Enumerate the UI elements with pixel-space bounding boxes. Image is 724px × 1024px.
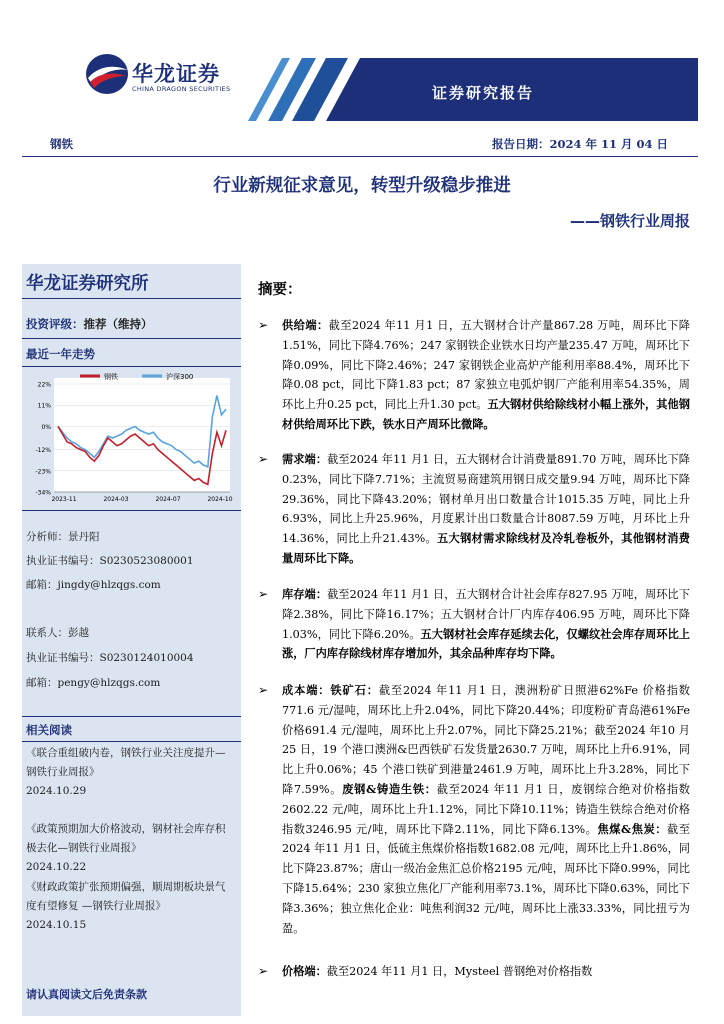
y-tick-label: 22% <box>37 381 51 389</box>
related-item-date: 2024.10.29 <box>26 785 87 797</box>
item-conclusion: 五大钢材供给除线材小幅上涨外，其他钢材供给周环比下跌，铁水日产周环比微降。 <box>282 397 690 431</box>
y-tick-label: -34% <box>35 489 51 497</box>
item-label: 供给端： <box>282 318 329 332</box>
sidebar-divider <box>22 298 241 299</box>
x-tick-label: 2024-10 <box>207 496 233 503</box>
sidebar-divider <box>22 716 241 717</box>
item-label: 废钢&铸造生铁： <box>342 781 437 796</box>
chart-plot-area <box>54 378 230 492</box>
related-item-title: 《联合重组破内卷，钢铁行业关注度提升—钢铁行业周报》 <box>26 747 226 778</box>
bullet-arrow-icon: ➢ <box>258 452 269 466</box>
bullet-arrow-icon: ➢ <box>258 683 269 697</box>
header-divider <box>22 156 698 157</box>
abstract-item-cost <box>282 681 690 938</box>
legend-label-hs300: 沪深300 <box>166 373 194 381</box>
report-date: 报告日期：2024 年 11 月 04 日 <box>491 137 668 151</box>
legend-label-steel: 钢铁 <box>104 373 118 381</box>
report-subtitle: ——钢铁行业周报 <box>569 212 690 230</box>
y-tick-label: -12% <box>35 447 51 455</box>
rating <box>26 316 153 332</box>
rating-value: 推荐（维持） <box>83 317 153 331</box>
item-label: 库存端： <box>282 587 328 601</box>
trend-chart <box>24 368 238 508</box>
abstract-item-inventory <box>282 585 690 664</box>
bullet-arrow-icon: ➢ <box>258 318 269 332</box>
abstract-item-demand <box>282 450 690 569</box>
related-item[interactable] <box>26 820 234 877</box>
rating-label: 投资评级： <box>26 317 84 331</box>
header-banner <box>0 58 724 122</box>
item-text: 截至2024 年11 月1 日，低硫主焦煤价格指数1682.08 元/吨，周环比上升1.86%，同比下降23.87%；唐山一级冶金焦汇总价格2195 元/吨，周环比下降0.99%，同比下降15.64%；230 家独立焦化厂产能利用率73.1%，周环比下降0.63%，同比下降3.36%；独立焦化企业：吨焦利润32 元/吨，周环比上涨33.33%，同比扭亏为盈。 <box>282 822 690 935</box>
related-item-date: 2024.10.22 <box>26 861 87 873</box>
industry-label: 钢铁 <box>50 137 73 151</box>
abstract-item-supply <box>282 316 690 435</box>
abstract-heading: 摘要： <box>258 281 302 298</box>
sidebar-divider <box>22 338 241 339</box>
analyst-cert: 执业证书编号：S0230523080001 <box>26 555 194 567</box>
y-tick-label: -23% <box>35 468 51 476</box>
related-item-date: 2024.10.15 <box>26 919 87 931</box>
banner-title: 证券研究报告 <box>432 84 535 102</box>
item-text: 截至2024 年11 月1 日，废钢综合绝对价格指数2602.22 元/吨，周环比上升1.12%，同比下降10.11%；铸造生铁综合绝对价格指数3246.95 元/吨，周环比下降2.11%，同比下降6.13%。 <box>282 782 690 836</box>
disclaimer-note: 请认真阅读文后免责条款 <box>26 988 147 1001</box>
sidebar-divider <box>22 510 241 511</box>
x-tick-label: 2024-03 <box>103 496 129 503</box>
item-text: 截至2024 年11 月1 日，五大钢材合计社会库存827.95 万吨，周环比下降2.38%，同比下降16.17%；五大钢材合计厂内库存406.95 万吨，周环比下降1.03%，同比下降6.20%。 <box>282 588 690 641</box>
trend-title: 最近一年走势 <box>26 347 95 361</box>
item-conclusion: 五大钢材需求除线材及冷轧卷板外，其他钢材消费量周环比下降。 <box>282 531 690 565</box>
sidebar-divider <box>22 741 241 742</box>
item-text: 截至2024 年11 月1 日，五大钢材合计产量867.28 万吨，周环比下降1.51%，同比下降4.76%；247 家钢铁企业铁水日均产量235.47 万吨，周环比下降0.09%，同比下降2.46%；247 家钢铁企业高炉产能利用率88.4%，周环比下降0.08 pct，同比下降1.83 pct；87 家独立电弧炉钢厂产能利用率54.35%，周环比上升0.25 pct，同比上升1.30 pct。 <box>282 319 690 412</box>
x-tick-label: 2023-11 <box>51 496 77 503</box>
bullet-arrow-icon: ➢ <box>258 587 269 601</box>
analyst-name: 分析师：景丹阳 <box>26 531 100 543</box>
item-label: 焦煤&焦炭： <box>597 821 668 836</box>
y-tick-label: 11% <box>37 402 51 410</box>
sidebar-divider <box>22 366 241 367</box>
item-conclusion: 五大钢材社会库存延续去化，仅螺纹社会库存周环比上涨，厂内库存除线材库存增加外，其余品种库存均下降。 <box>282 626 690 661</box>
item-label: 价格端： <box>282 964 327 978</box>
related-title: 相关阅读 <box>26 723 72 737</box>
related-item[interactable] <box>26 878 234 935</box>
related-item-title: 《财政政策扩张预期偏强，顺周期板块景气度有望修复 —钢铁行业周报》 <box>26 881 226 912</box>
item-text: 截至2024 年11 月1 日，五大钢材合计消费量891.70 万吨，周环比下降0.23%，同比下降7.71%；主流贸易商建筑用钢日成交量9.94 万吨，周环比下降29.36%，同比下降43.20%；钢材单月出口数量合计1015.35 万吨，同比上升6.93%，同比上升25.96%，月度累计出口数量合计8087.59 万吨，月环比上升14.36%，同比上升21.43%。 <box>282 453 690 546</box>
institute-name: 华龙证券研究所 <box>26 274 149 294</box>
x-tick-label: 2024-07 <box>155 496 181 503</box>
y-tick-label: 0% <box>41 423 51 431</box>
contact-name: 联系人：彭越 <box>26 627 89 639</box>
contact-email[interactable]: 邮箱：pengy@hlzqgs.com <box>26 677 161 689</box>
logo-english: CHINA DRAGON SECURITIES <box>132 85 231 93</box>
item-text: 截至2024 年11 月1 日，Mysteel 普钢绝对价格指数 <box>326 965 593 978</box>
item-label: 需求端： <box>282 452 328 466</box>
report-title: 行业新规征求意见，转型升级稳步推进 <box>213 176 511 196</box>
contact-cert: 执业证书编号：S0230124010004 <box>26 652 194 664</box>
bullet-arrow-icon: ➢ <box>258 964 269 978</box>
logo-name: 华龙证券 <box>132 62 220 86</box>
item-text: 截至2024 年11 月1 日，澳洲粉矿日照港62%Fe 价格指数771.6 元/湿吨，周环比上升2.04%，同比下降20.44%；印度粉矿青岛港61%Fe 价格691.4 元/湿吨，周环比上升2.07%，同比下降25.21%；截至2024 年10 月25 日，19 个港口澳洲&巴西铁矿石发货量2630.7 万吨，周环比上升6.91%，同比上升0.06%；45 个港口铁矿到港量2461.9 万吨，周环比上升3.28%，同比下降7.59%。 <box>282 684 690 796</box>
abstract-item-price <box>282 962 690 982</box>
analyst-email[interactable]: 邮箱：jingdy@hlzqgs.com <box>26 579 161 591</box>
item-label: 成本端：铁矿石： <box>282 683 379 697</box>
related-item-title: 《政策预期加大价格波动，钢材社会库存积极去化—钢铁行业周报》 <box>26 823 226 854</box>
related-item[interactable] <box>26 744 234 801</box>
